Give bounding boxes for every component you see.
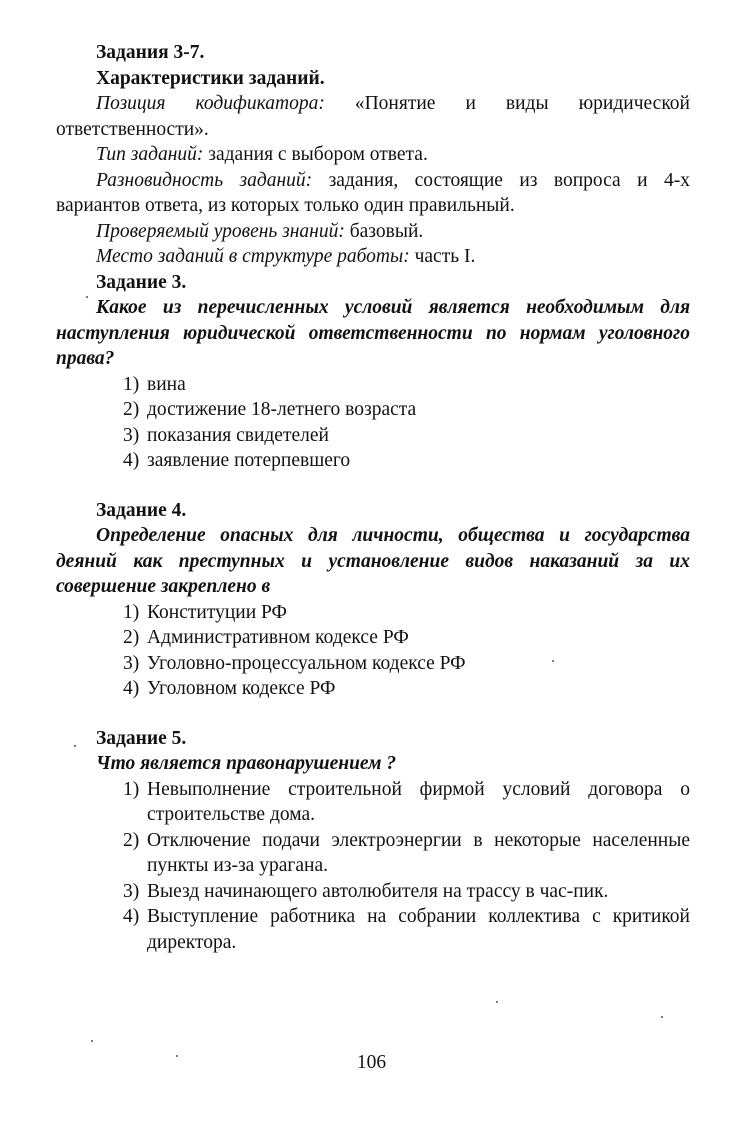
answer-option bbox=[56, 423, 690, 449]
option-number: 4) bbox=[123, 906, 140, 927]
option-number: 2) bbox=[123, 399, 140, 420]
answer-option bbox=[56, 879, 690, 905]
answer-options bbox=[56, 777, 690, 956]
characteristic-label: Тип заданий: bbox=[96, 144, 204, 165]
characteristic-item bbox=[56, 244, 690, 270]
option-text: показания свидетелей bbox=[147, 424, 329, 446]
characteristic-item bbox=[56, 91, 690, 142]
scan-speck bbox=[176, 1055, 178, 1057]
option-text: Выступление работника на собрании коллектива с критикой директора. bbox=[147, 906, 690, 953]
option-text: Конституции РФ bbox=[147, 601, 287, 623]
characteristic-item bbox=[56, 142, 690, 168]
document-page bbox=[56, 40, 690, 955]
answer-option bbox=[56, 828, 690, 879]
option-number: 2) bbox=[123, 829, 140, 851]
characteristic-label: Место заданий в структуре работы: bbox=[96, 246, 410, 267]
answer-options bbox=[56, 600, 690, 702]
characteristic-label: Разновидность заданий: bbox=[96, 169, 313, 191]
answer-option bbox=[56, 904, 690, 955]
option-text: заявление потерпевшего bbox=[147, 450, 351, 471]
option-text: Выезд начинающего автолюбителя на трассу в час-пик. bbox=[147, 880, 609, 902]
task-title: Задание 4. bbox=[96, 499, 187, 521]
option-number: 1) bbox=[123, 601, 140, 623]
characteristic-text: часть I. bbox=[409, 246, 476, 267]
characteristic-text: базовый. bbox=[344, 220, 424, 242]
answer-option bbox=[56, 625, 690, 651]
task-title: Задание 5. bbox=[96, 727, 187, 749]
spacer bbox=[56, 702, 690, 726]
option-number: 1) bbox=[123, 373, 140, 395]
scan-speck bbox=[91, 1040, 93, 1042]
option-text: достижение 18-летнего возраста bbox=[147, 399, 417, 420]
scan-speck bbox=[496, 1001, 498, 1003]
task-question: Что является правонарушением ? bbox=[96, 753, 397, 774]
task-question: Какое из перечисленных условий является необходимым для наступления юридической ответственности по нормам уголовного права? bbox=[56, 297, 690, 369]
option-number: 4) bbox=[123, 678, 140, 699]
answer-option bbox=[56, 448, 690, 474]
option-number: 3) bbox=[123, 424, 140, 446]
characteristic-label: Проверяемый уровень знаний: bbox=[96, 220, 345, 242]
option-text: Уголовно-процессуальном кодексе РФ bbox=[147, 652, 466, 674]
answer-option bbox=[56, 676, 690, 702]
characteristic-text: «Понятие и виды юридической ответственности». bbox=[56, 93, 690, 140]
spacer bbox=[56, 474, 690, 498]
option-text: Административном кодексе РФ bbox=[147, 627, 409, 648]
option-number: 3) bbox=[123, 652, 140, 674]
section-title: Задания 3-7. bbox=[96, 42, 205, 63]
option-text: Отключение подачи электроэнергии в некоторые населенные пункты из-за урагана. bbox=[147, 829, 690, 876]
option-number: 2) bbox=[123, 627, 140, 648]
option-number: 1) bbox=[123, 778, 140, 800]
page-number: 106 bbox=[356, 1052, 387, 1073]
scan-speck bbox=[661, 1016, 663, 1018]
characteristic-item bbox=[56, 219, 690, 245]
characteristic-text: задания с выбором ответа. bbox=[203, 144, 428, 165]
characteristic-item bbox=[56, 168, 690, 219]
characteristic-label: Позиция кодификатора: bbox=[96, 93, 325, 114]
characteristic-text: задания, состоящие из вопроса и 4-х вариантов ответа, из которых только один правильный. bbox=[56, 169, 690, 216]
option-text: вина bbox=[147, 373, 186, 395]
answer-option bbox=[56, 600, 690, 626]
option-number: 4) bbox=[123, 450, 140, 471]
scan-speck bbox=[552, 660, 554, 662]
answer-option bbox=[56, 372, 690, 398]
answer-option bbox=[56, 651, 690, 677]
scan-speck bbox=[86, 296, 88, 298]
option-text: Уголовном кодексе РФ bbox=[147, 678, 336, 699]
answer-option bbox=[56, 777, 690, 828]
section-subtitle: Характеристики заданий. bbox=[96, 67, 325, 89]
option-number: 3) bbox=[123, 880, 140, 902]
answer-option bbox=[56, 397, 690, 423]
answer-options bbox=[56, 372, 690, 474]
task-title: Задание 3. bbox=[96, 271, 187, 293]
option-text: Невыполнение строительной фирмой условий договора о строительстве дома. bbox=[147, 778, 690, 825]
task-question: Определение опасных для личности, общества и государства деяний как преступных и установление видов наказаний за их совершение закреплено в bbox=[56, 525, 690, 597]
scan-speck bbox=[74, 745, 76, 747]
